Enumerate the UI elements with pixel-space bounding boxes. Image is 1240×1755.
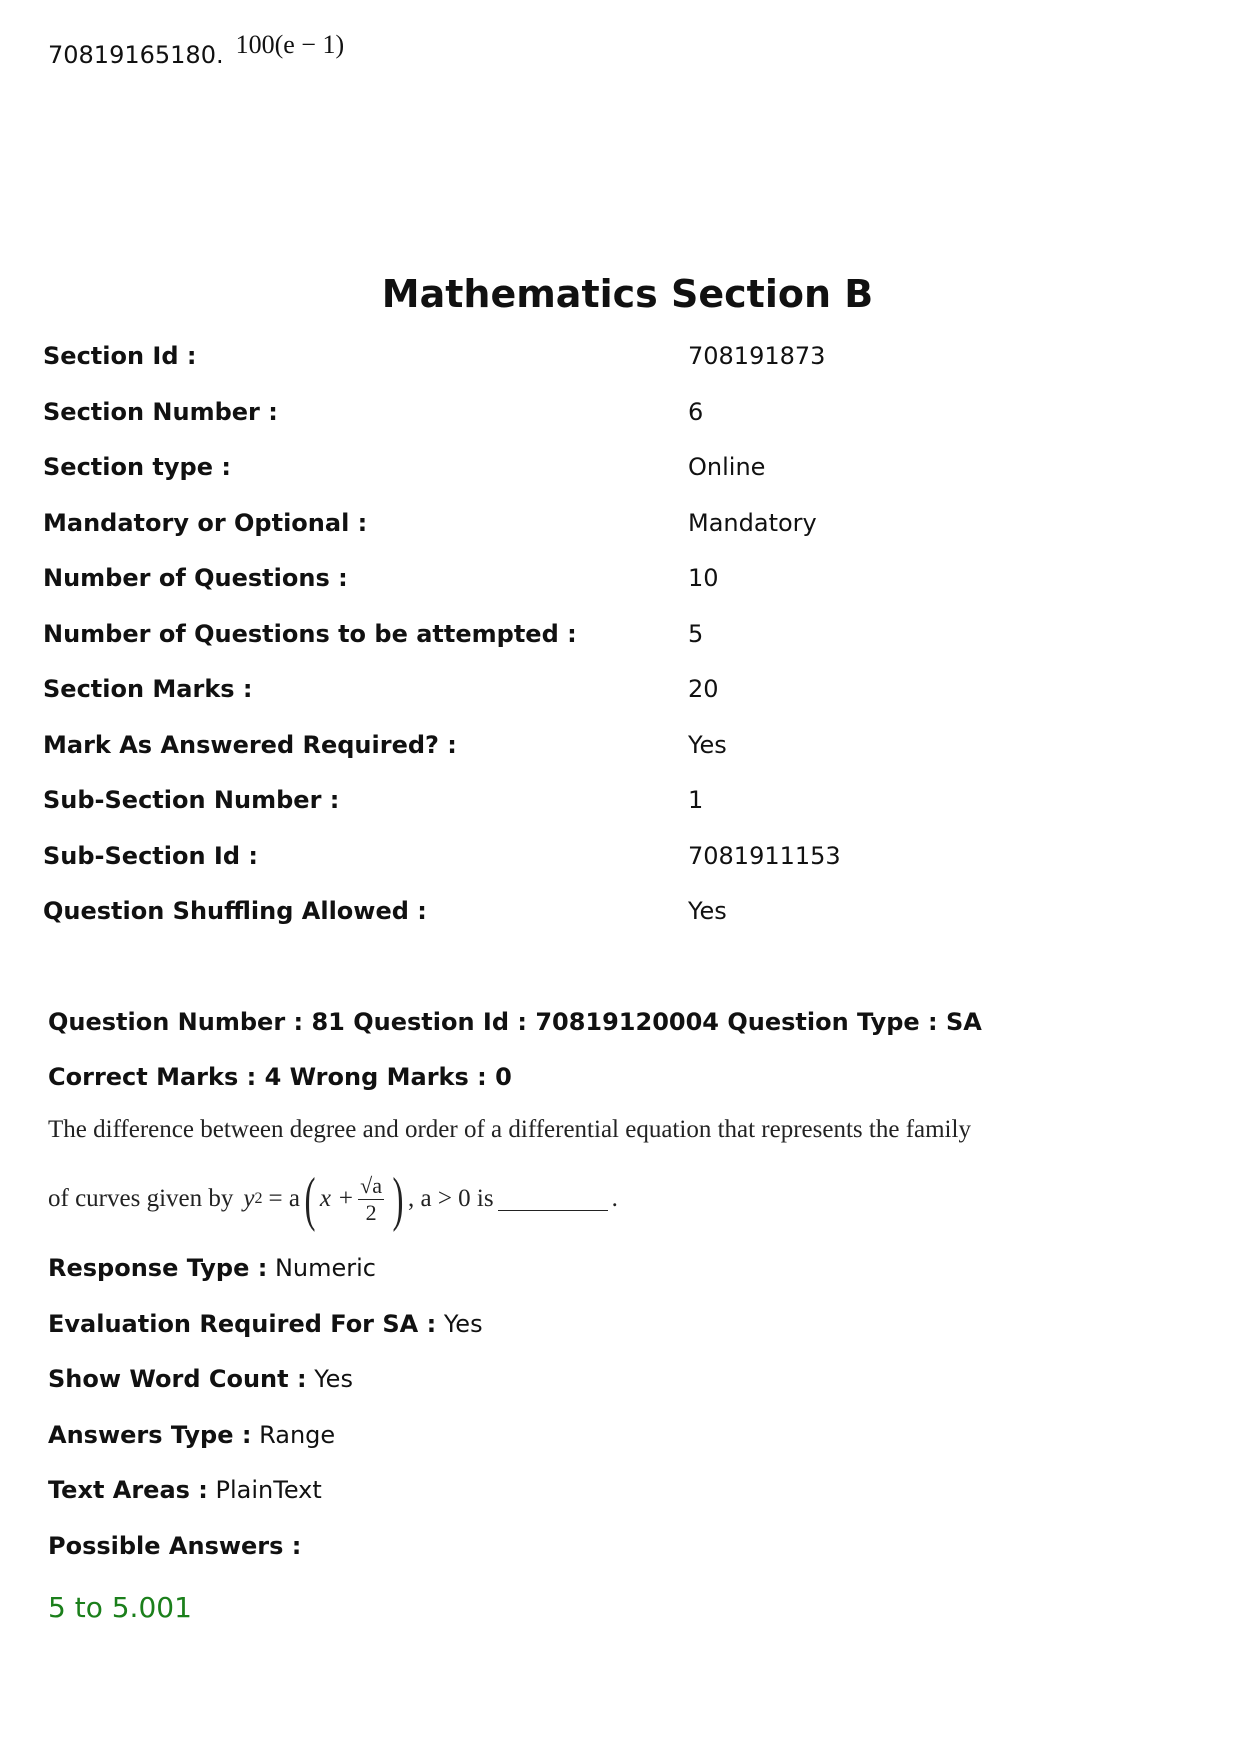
left-paren: ( xyxy=(304,1166,316,1232)
question-header: Question Number : 81 Question Id : 70819120004 Question Type : SA xyxy=(48,1008,982,1036)
row-label: Section Id : xyxy=(43,342,197,370)
field-value: Yes xyxy=(443,1309,483,1338)
field-value: PlainText xyxy=(215,1476,322,1504)
row-value: 708191873 xyxy=(688,342,826,370)
field-label: Evaluation Required For SA : xyxy=(48,1309,437,1338)
row-value: Online xyxy=(688,453,766,481)
section-row-mark-answered xyxy=(43,731,1193,787)
question-81 xyxy=(48,1008,1198,1624)
word-count-row xyxy=(48,1365,1198,1421)
question-marks: Correct Marks : 4 Wrong Marks : 0 xyxy=(48,1063,512,1091)
row-label: Number of Questions to be attempted : xyxy=(43,619,577,648)
evaluation-row xyxy=(48,1310,1198,1366)
section-title: Mathematics Section B xyxy=(381,272,874,316)
section-row-subsection-id xyxy=(43,842,1193,898)
row-label: Number of Questions : xyxy=(43,564,348,592)
section-row-id xyxy=(43,342,1193,398)
section-row-subsection-number xyxy=(43,786,1193,842)
right-paren: ) xyxy=(392,1166,404,1232)
section-details xyxy=(43,342,1193,953)
possible-answers-row xyxy=(48,1532,1198,1588)
question-text-line1: The difference between degree and order of a differential equation that represents the family xyxy=(48,1116,971,1143)
question-text xyxy=(48,1116,1198,1254)
row-label: Section Marks : xyxy=(43,675,253,703)
option-id: 70819165180. xyxy=(48,41,224,69)
answer-blank xyxy=(498,1188,608,1211)
row-value: 20 xyxy=(688,675,719,703)
section-row-number xyxy=(43,398,1193,454)
row-label: Section type : xyxy=(43,453,231,481)
previous-option xyxy=(48,30,345,70)
row-value: 1 xyxy=(688,786,704,814)
row-value: Mandatory xyxy=(688,508,817,537)
row-value: Yes xyxy=(688,730,727,759)
row-label: Question Shuffling Allowed : xyxy=(43,897,427,925)
field-value: Numeric xyxy=(274,1254,376,1282)
section-row-num-questions xyxy=(43,564,1193,620)
fraction-denominator: 2 xyxy=(365,1199,377,1225)
section-row-attempt xyxy=(43,620,1193,676)
row-value: Yes xyxy=(688,897,727,925)
row-value: 5 xyxy=(688,619,704,648)
section-row-shuffling xyxy=(43,897,1193,953)
field-value: Range xyxy=(259,1420,336,1449)
possible-answers-label: Possible Answers : xyxy=(48,1531,302,1560)
section-row-type xyxy=(43,453,1193,509)
question-text-line2 xyxy=(48,1154,1198,1244)
field-label: Show Word Count : xyxy=(48,1365,307,1393)
row-label: Section Number : xyxy=(43,397,278,426)
text-areas-row xyxy=(48,1476,1198,1532)
row-label: Mandatory or Optional : xyxy=(43,508,368,537)
equation-exponent: 2 xyxy=(254,1190,263,1207)
row-value: 7081911153 xyxy=(688,841,841,870)
row-label: Sub-Section Id : xyxy=(43,841,258,870)
equation-a: = a xyxy=(268,1185,300,1212)
equation-fraction xyxy=(358,1173,384,1226)
section-row-mandatory xyxy=(43,509,1193,565)
question-prefix: of curves given by xyxy=(48,1185,234,1212)
field-label: Answers Type : xyxy=(48,1420,252,1449)
row-label: Mark As Answered Required? : xyxy=(43,730,457,759)
equation-suffix: , a > 0 is xyxy=(407,1185,494,1212)
row-value: 10 xyxy=(688,564,719,592)
equation-lhs: y xyxy=(243,1185,255,1212)
period: . xyxy=(611,1185,618,1212)
section-row-marks xyxy=(43,675,1193,731)
possible-answer: 5 to 5.001 xyxy=(48,1591,192,1624)
field-value: Yes xyxy=(314,1365,353,1393)
response-type-row xyxy=(48,1254,1198,1310)
field-label: Response Type : xyxy=(48,1254,268,1282)
option-formula: 100(e − 1) xyxy=(235,30,345,59)
row-label: Sub-Section Number : xyxy=(43,786,340,814)
fraction-numerator: √a xyxy=(360,1172,382,1198)
row-value: 6 xyxy=(688,397,704,426)
field-label: Text Areas : xyxy=(48,1476,208,1504)
equation-x: x + xyxy=(319,1185,355,1212)
answers-type-row xyxy=(48,1421,1198,1477)
